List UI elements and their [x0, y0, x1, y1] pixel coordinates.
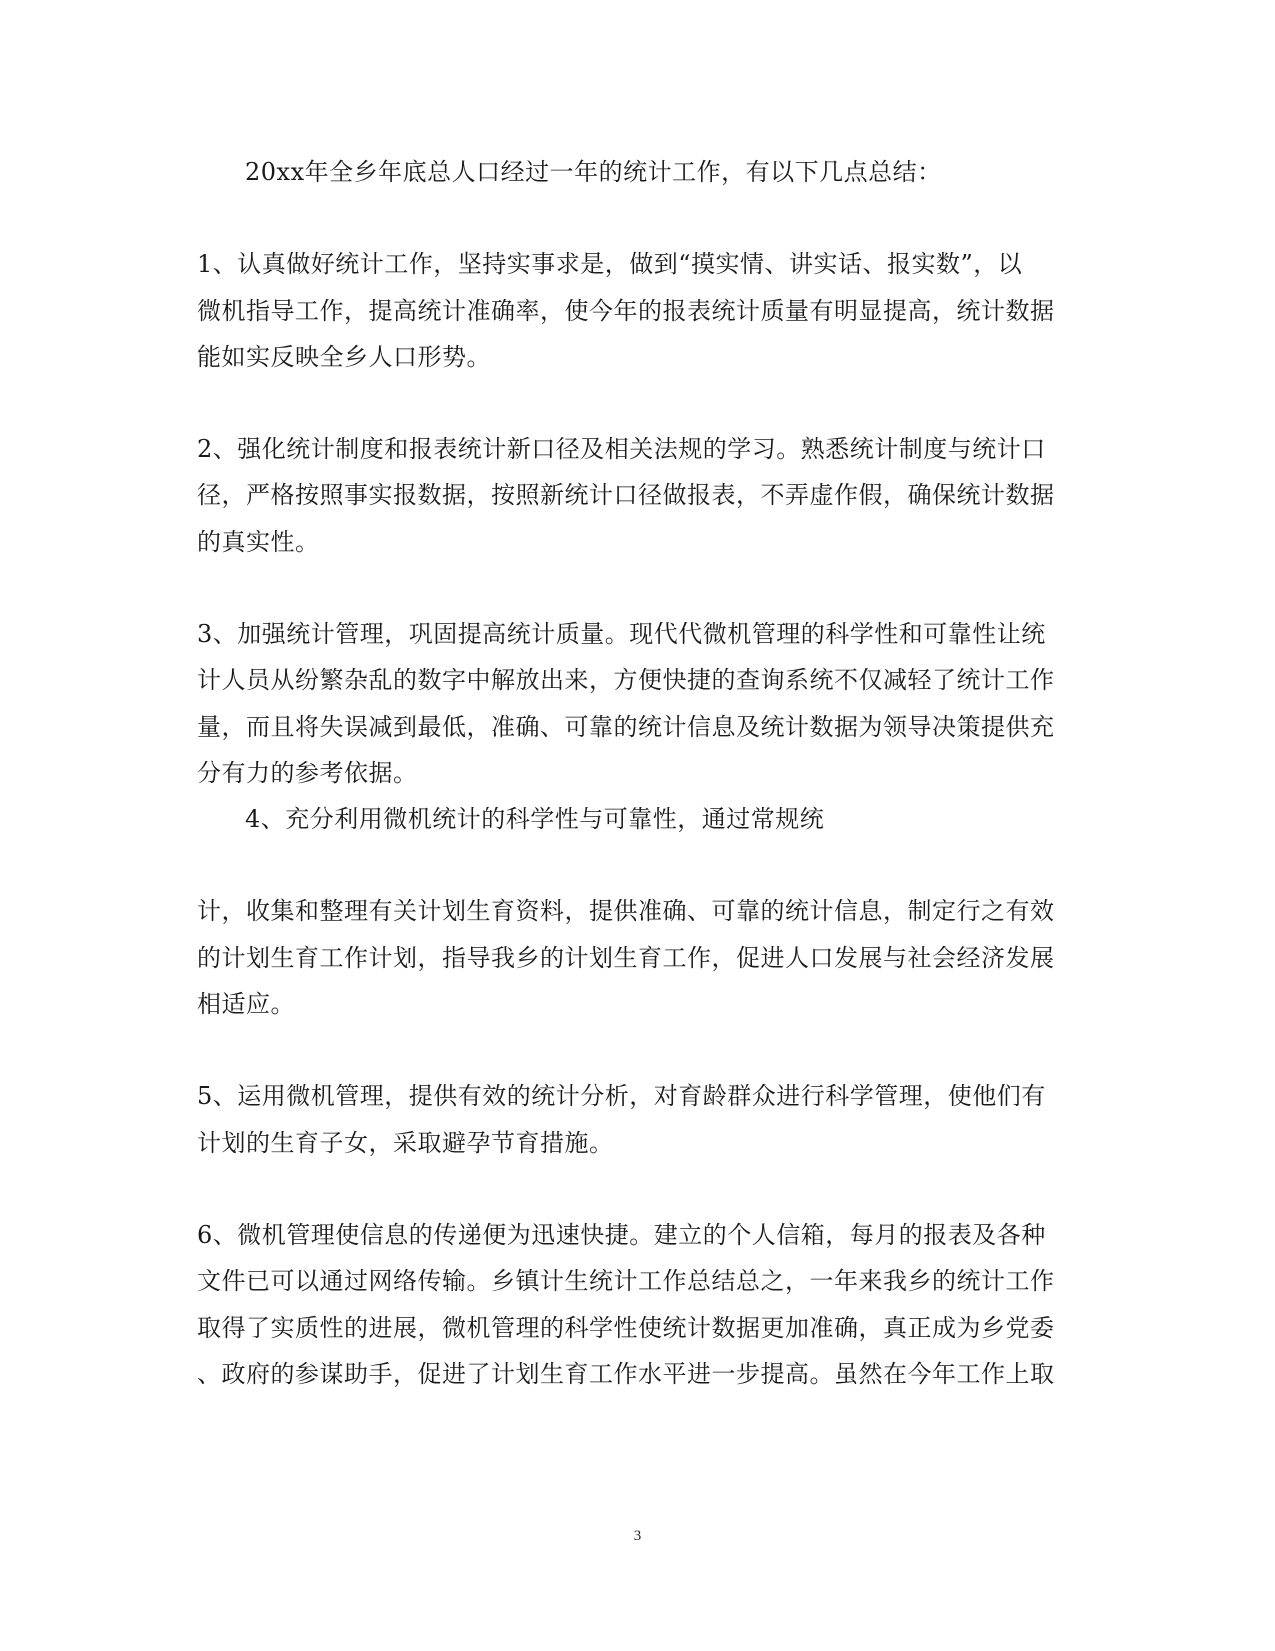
paragraph-3-line-1: 3、加强统计管理，巩固提高统计质量。现代代微机管理的科学性和可靠性让统 [197, 620, 1046, 648]
paragraph-2-line-1: 2、强化统计制度和报表统计新口径及相关法规的学习。熟悉统计制度与统计口 [197, 435, 1046, 463]
paragraph-6-line-3: 取得了实质性的进展，微机管理的科学性使统计数据更加准确，真正成为乡党委 [197, 1314, 1055, 1342]
paragraph-3-line-4: 分有力的参考依据。 [197, 759, 418, 787]
paragraph-4-line-1: 4、充分利用微机统计的科学性与可靠性，通过常规统 [245, 805, 825, 833]
paragraph-4-line-2: 计，收集和整理有关计划生育资料，提供准确、可靠的统计信息，制定行之有效 [197, 897, 1055, 925]
page-number: 3 [633, 1528, 642, 1544]
paragraph-3-line-3: 量，而且将失误减到最低，准确、可靠的统计信息及统计数据为领导决策提供充 [197, 713, 1055, 741]
paragraph-4-line-4: 相适应。 [197, 990, 295, 1018]
paragraph-6-line-1: 6、微机管理使信息的传递便为迅速快捷。建立的个人信箱，每月的报表及各种 [197, 1221, 1046, 1249]
paragraph-1-line-2: 微机指导工作，提高统计准确率，使今年的报表统计质量有明显提高，统计数据 [197, 297, 1055, 325]
paragraph-4-line-3: 的计划生育工作计划，指导我乡的计划生育工作，促进人口发展与社会经济发展 [197, 944, 1055, 972]
paragraph-2-line-2: 径，严格按照事实报数据，按照新统计口径做报表，不弄虚作假，确保统计数据 [197, 481, 1055, 509]
paragraph-5-line-2: 计划的生育子女，采取避孕节育措施。 [197, 1129, 614, 1157]
paragraph-6-line-4: 、政府的参谋助手，促进了计划生育工作水平进一步提高。虽然在今年工作上取 [197, 1360, 1055, 1388]
paragraph-3-line-2: 计人员从纷繁杂乱的数字中解放出来，方便快捷的查询系统不仅减轻了统计工作 [197, 666, 1055, 694]
paragraph-2-line-3: 的真实性。 [197, 528, 320, 556]
paragraph-6-line-2: 文件已可以通过网络传输。乡镇计生统计工作总结总之，一年来我乡的统计工作 [197, 1267, 1055, 1295]
paragraph-5-line-1: 5、运用微机管理，提供有效的统计分析，对育龄群众进行科学管理，使他们有 [197, 1082, 1046, 1110]
paragraph-1-line-1: 1、认真做好统计工作，坚持实事求是，做到“摸实情、讲实话、报实数”，以 [197, 250, 1023, 278]
intro-line: 20xx年全乡年底总人口经过一年的统计工作，有以下几点总结： [245, 158, 942, 186]
paragraph-1-line-3: 能如实反映全乡人口形势。 [197, 343, 491, 371]
